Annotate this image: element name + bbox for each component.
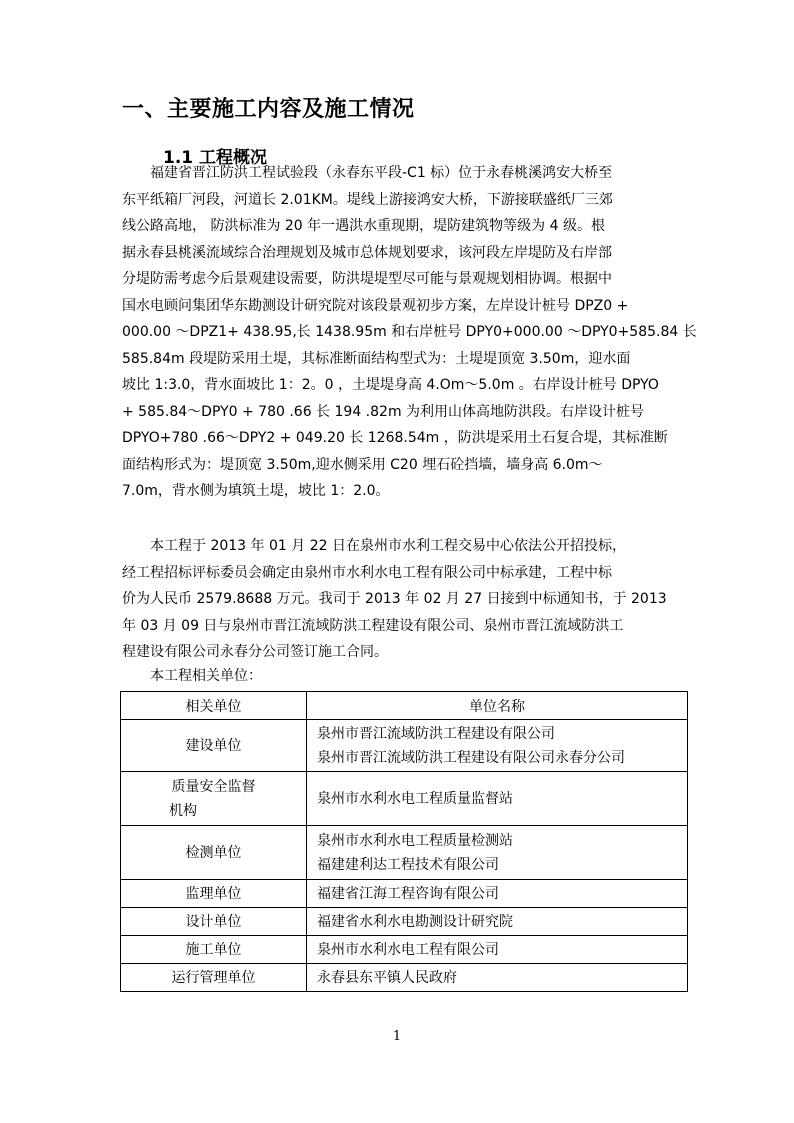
table-row: [121, 880, 688, 908]
table-body: [121, 720, 688, 992]
table-row: [121, 826, 688, 880]
text-line: DPYO+780 .66～DPY2 + 049.20 长 1268.54m ，防洪堤采用土石复合堤，其标准断: [122, 430, 668, 446]
table-row: [121, 720, 688, 772]
table-header-row: [121, 692, 688, 720]
unit-name-text: 泉州市晋江流域防洪工程建设有限公司: [317, 725, 555, 742]
table-row: [121, 936, 688, 964]
unit-type-text: 监理单位: [185, 885, 242, 902]
text-line: 7.0m，背水侧为填筑土堤，坡比 1：2.0。: [122, 483, 390, 499]
text-line: 福建省晋江防洪工程试验段（永春东平段-C1 标）位于永春桃溪鸿安大桥至: [150, 165, 613, 181]
unit-type-cell: [121, 936, 307, 964]
unit-name-cell: [307, 880, 688, 908]
unit-name-text: 泉州市晋江流域防洪工程建设有限公司永春分公司: [317, 749, 625, 766]
text-line: 据永春县桃溪流域综合治理规划及城市总体规划要求，该河段左岸堤防及右岸部: [122, 244, 612, 261]
text-line: 价为人民币 2579.8688 万元。我司于 2013 年 02 月 27 日接到中标通知书，于 2013: [122, 591, 667, 607]
unit-type-cell: [121, 826, 307, 880]
table-intro: 本工程相关单位：: [150, 668, 262, 684]
unit-name-text: 永春县东平镇人民政府: [317, 969, 457, 986]
unit-type-cell: [121, 880, 307, 908]
text-line: 坡比 1:3.0，背水面坡比 1：2。0 ，土堤堤身高 4.Om～5.0m 。右岸设计桩号 DPYO: [122, 377, 659, 393]
text-line: 分堤防需考虑今后景观建设需要，防洪堤堤型尽可能与景观规划相协调。根据中: [122, 271, 612, 287]
unit-type-cell: [121, 964, 307, 992]
unit-name-cell: [307, 826, 688, 880]
text-line: 年 03 月 09 日与泉州市晋江流域防洪工程建设有限公司、泉州市晋江流域防洪工: [122, 617, 624, 634]
unit-name-text: 泉州市水利水电工程质量检测站: [317, 832, 513, 849]
text-line: 585.84m 段堤防采用土堤，其标准断面结构型式为：土堤堤顶宽 3.50m，迎水面: [122, 350, 631, 367]
text-line: 线公路高地， 防洪标准为 20 年一遇洪水重现期，堤防建筑物等级为 4 级。根: [122, 218, 605, 234]
subsection-heading: 1.1 工程概况: [163, 148, 268, 168]
unit-type-cell: [121, 720, 307, 772]
text-line: 国水电顾问集团华东勘测设计研究院对该段景观初步方案，左岸设计桩号 DPZ0 +: [122, 297, 629, 314]
unit-name-text: 福建省江海工程咨询有限公司: [317, 885, 499, 902]
unit-type-text: 建设单位: [185, 737, 242, 754]
page-number: 1: [392, 1029, 402, 1044]
text-line: 000.00 ～DPZ1+ 438.95,长 1438.95m 和右岸桩号 DPY0+000.00 ～DPY0+585.84 长: [122, 324, 697, 340]
text-line: 面结构形式为：堤顶宽 3.50m,迎水侧采用 C20 埋石砼挡墙，墙身高 6.0m～: [122, 456, 603, 473]
unit-name-text: 福建建利达工程技术有限公司: [317, 856, 499, 873]
unit-name-cell: [307, 936, 688, 964]
text-line: 经工程招标评标委员会确定由泉州市水利水电工程有限公司中标承建，工程中标: [122, 564, 612, 581]
text-line: + 585.84～DPY0 + 780 .66 长 194 .82m 为利用山体高地防洪段。右岸设计桩号: [122, 403, 645, 420]
text-line: 东平纸箱厂河段，河道长 2.01KM。堤线上游接鸿安大桥，下游接联盛纸厂三郊: [122, 191, 613, 208]
unit-type-text: 机构: [169, 802, 197, 819]
unit-type-text: 检测单位: [185, 844, 242, 861]
unit-name-text: 泉州市水利水电工程有限公司: [317, 941, 499, 958]
unit-type-cell: [121, 908, 307, 936]
unit-name-text: 福建省水利水电勘测设计研究院: [317, 913, 513, 930]
unit-type-cell: [121, 772, 307, 826]
section-heading: 一、主要施工内容及施工情况: [122, 97, 415, 122]
header-unit: 相关单位: [121, 692, 307, 720]
unit-name-cell: [307, 772, 688, 826]
unit-type-text: 质量安全监督: [171, 778, 256, 795]
header-name: 单位名称: [307, 692, 688, 720]
unit-type-text: 设计单位: [185, 913, 242, 930]
table-row: [121, 908, 688, 936]
unit-name-text: 泉州市水利水电工程质量监督站: [317, 790, 513, 807]
unit-name-cell: [307, 720, 688, 772]
table-row: [121, 964, 688, 992]
unit-name-cell: [307, 964, 688, 992]
unit-type-text: 施工单位: [185, 941, 242, 958]
unit-type-text: 运行管理单位: [171, 969, 256, 986]
table-row: [121, 772, 688, 826]
text-line: 本工程于 2013 年 01 月 22 日在泉州市水利工程交易中心依法公开招投标，: [150, 538, 626, 554]
related-units-table: [120, 691, 688, 992]
unit-name-cell: [307, 908, 688, 936]
text-line: 程建设有限公司永春分公司签订施工合同。: [122, 644, 388, 660]
